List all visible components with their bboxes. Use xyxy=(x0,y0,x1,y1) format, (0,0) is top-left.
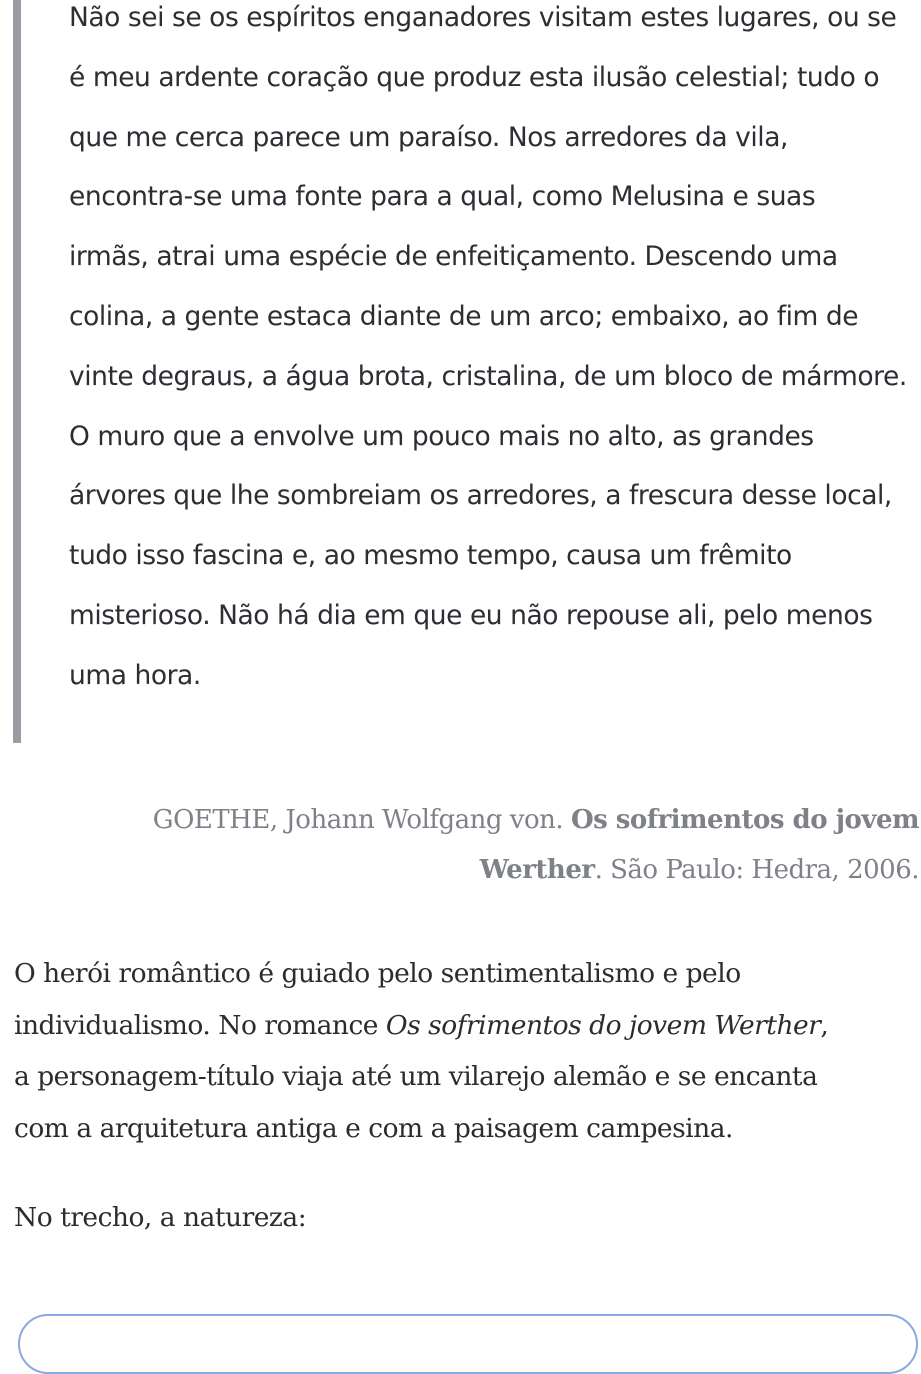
quote-line: encontra-se uma fonte para a qual, como Melusina e suas xyxy=(69,181,816,213)
quote-line: O muro que a envolve um pouco mais no alto, as grandes xyxy=(69,420,814,452)
question-prompt: No trecho, a natureza: xyxy=(14,1202,307,1233)
quote-text xyxy=(69,0,921,706)
citation-publisher: . São Paulo: Hedra, 2006. xyxy=(594,855,919,885)
context-line: O herói romântico é guiado pelo sentimentalismo e pelo xyxy=(14,958,741,989)
citation-title-part1: Os sofrimentos do jovem xyxy=(570,805,919,835)
context-text: , xyxy=(820,1009,829,1041)
quote-line: é meu ardente coração que produz esta ilusão celestial; tudo o xyxy=(69,61,880,93)
citation-title-part2: Werther xyxy=(479,855,595,885)
quote-line: que me cerca parece um paraíso. Nos arredores da vila, xyxy=(69,121,788,153)
quote-line: tudo isso fascina e, ao mesmo tempo, causa um frêmito xyxy=(69,540,792,572)
question-context xyxy=(14,948,919,1154)
quote-line: Não sei se os espíritos enganadores visitam estes lugares, ou se xyxy=(69,2,897,33)
quote-line: colina, a gente estaca diante de um arco; embaixo, ao fim de xyxy=(69,300,859,332)
context-line xyxy=(14,1000,919,1052)
quote-line: misterioso. Não há dia em que eu não repouse ali, pelo menos xyxy=(69,599,873,631)
quote-line: vinte degraus, a água brota, cristalina, de um bloco de mármore. xyxy=(69,360,907,392)
citation-line-1 xyxy=(39,795,919,845)
book-title: Os sofrimentos do jovem Werther xyxy=(385,1009,821,1041)
answer-option[interactable] xyxy=(18,1314,918,1374)
citation-line-2 xyxy=(39,845,919,895)
context-line: a personagem-título viaja até um vilarejo alemão e se encanta xyxy=(14,1061,818,1092)
quote-line: árvores que lhe sombreiam os arredores, a frescura desse local, xyxy=(69,480,892,512)
quote-line: irmãs, atrai uma espécie de enfeitiçamento. Descendo uma xyxy=(69,241,838,273)
citation xyxy=(39,795,919,895)
context-line: com a arquitetura antiga e com a paisagem campesina. xyxy=(14,1112,733,1144)
context-text: individualismo. No romance xyxy=(14,1009,386,1041)
citation-author: GOETHE, Johann Wolfgang von. xyxy=(152,805,571,835)
quote-line: uma hora. xyxy=(69,659,201,691)
blockquote xyxy=(13,0,921,743)
